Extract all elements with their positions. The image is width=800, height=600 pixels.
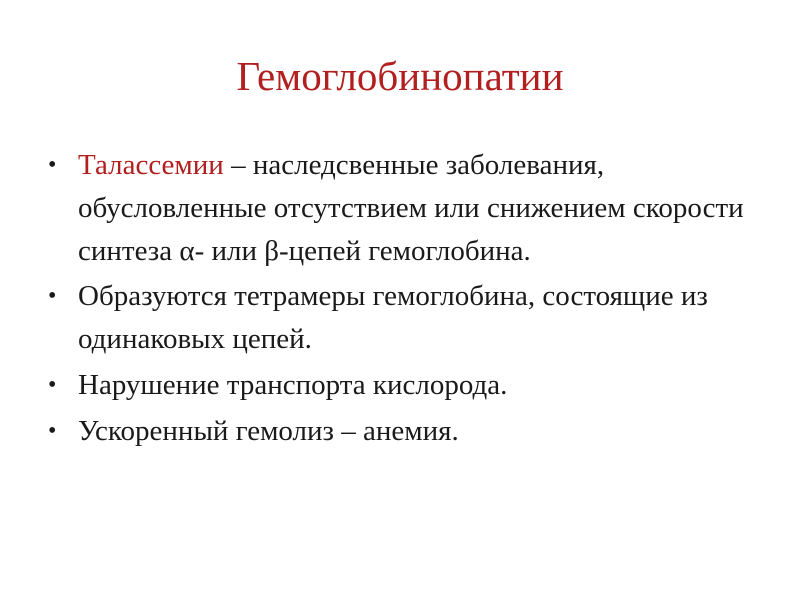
bullet-item-tetramers — [42, 275, 752, 361]
bullet-item-thalassemia — [42, 144, 752, 273]
bullet-item-oxygen-transport — [42, 364, 752, 407]
bullet-text: Образуются тетрамеры гемоглобина, состоящие из одинаковых цепей. — [78, 280, 708, 355]
bullet-icon: • — [48, 418, 57, 444]
bullet-text: Нарушение транспорта кислорода. — [78, 369, 508, 401]
bullet-text: Ускоренный гемолиз – анемия. — [78, 415, 459, 447]
bullet-icon: • — [48, 283, 57, 309]
highlighted-term: Талассемии — [78, 149, 224, 181]
bullet-list — [42, 144, 752, 456]
bullet-icon: • — [48, 152, 57, 178]
bullet-item-hemolysis — [42, 410, 752, 453]
bullet-text: – наследсвенные заболевания, обусловленные отсутствием или снижением скорости синтеза α- или β-цепей гемоглобина. — [78, 149, 744, 267]
bullet-icon: • — [48, 372, 57, 398]
slide-title: Гемоглобинопатии — [236, 53, 564, 99]
